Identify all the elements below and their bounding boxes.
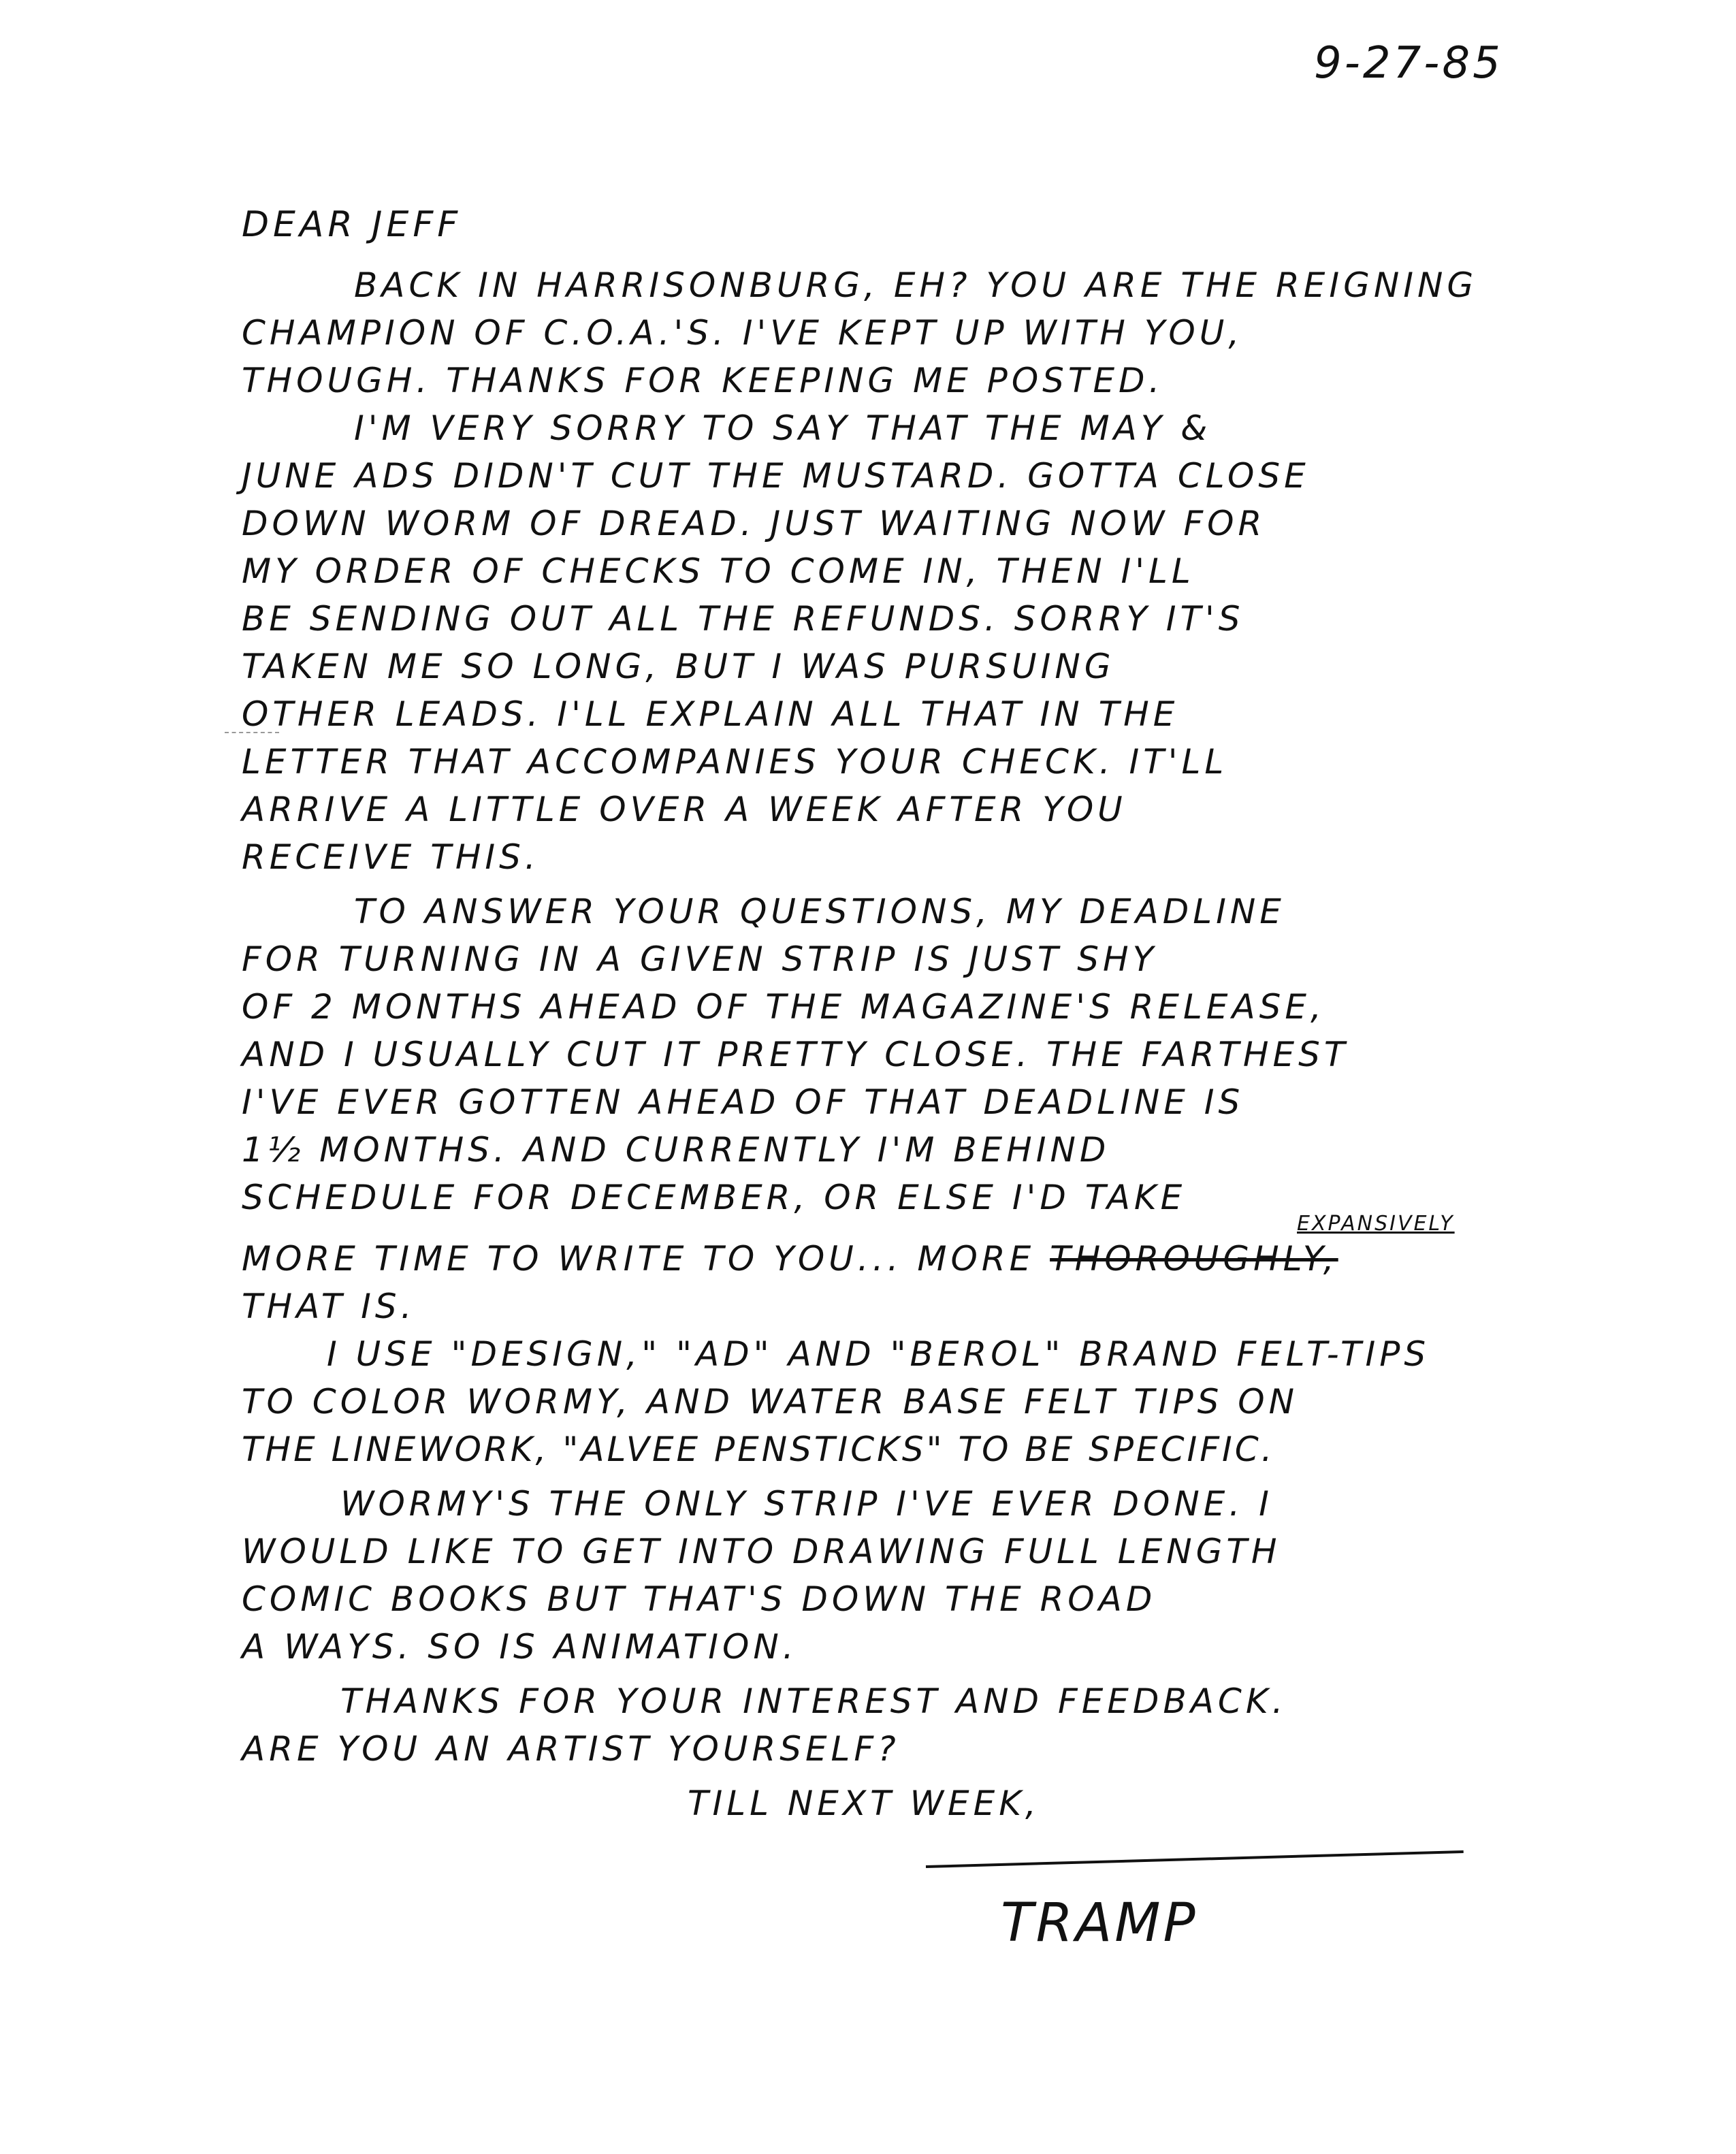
body-line: I USE "DESIGN," "AD" AND "BEROL" BRAND FELT-TIPS <box>327 1334 1430 1374</box>
body-line: THE LINEWORK, "ALVEE PENSTICKS" TO BE SPECIFIC. <box>242 1430 1275 1469</box>
struck-word: THOROUGHLY, <box>1050 1239 1338 1279</box>
closing: TILL NEXT WEEK, <box>688 1784 1040 1823</box>
body-line: DOWN WORM OF DREAD. JUST WAITING NOW FOR <box>242 504 1266 543</box>
body-line: OF 2 MONTHS AHEAD OF THE MAGAZINE'S RELEASE, <box>242 987 1325 1027</box>
body-line: JUNE ADS DIDN'T CUT THE MUSTARD. GOTTA CLOSE <box>242 456 1310 496</box>
body-line: SCHEDULE FOR DECEMBER, OR ELSE I'D TAKE <box>242 1178 1187 1217</box>
body-line: OTHER LEADS. I'LL EXPLAIN ALL THAT IN THE <box>242 694 1179 734</box>
body-line: WORMY'S THE ONLY STRIP I'VE EVER DONE. I <box>340 1484 1273 1524</box>
body-line <box>242 1239 1338 1279</box>
body-line: THAT IS. <box>242 1287 416 1326</box>
body-line: ARRIVE A LITTLE OVER A WEEK AFTER YOU <box>242 790 1127 829</box>
letter-date: 9-27-85 <box>1314 38 1503 89</box>
inserted-correction: EXPANSIVELY <box>1297 1212 1455 1236</box>
body-line: LETTER THAT ACCOMPANIES YOUR CHECK. IT'LL <box>242 742 1228 782</box>
body-line: ARE YOU AN ARTIST YOURSELF? <box>242 1729 900 1769</box>
body-line: THOUGH. THANKS FOR KEEPING ME POSTED. <box>242 361 1164 400</box>
body-line: I'VE EVER GOTTEN AHEAD OF THAT DEADLINE IS <box>242 1082 1244 1122</box>
body-line: BACK IN HARRISONBURG, EH? YOU ARE THE REIGNING <box>354 266 1478 305</box>
body-line: COMIC BOOKS BUT THAT'S DOWN THE ROAD <box>242 1579 1157 1619</box>
body-line: BE SENDING OUT ALL THE REFUNDS. SORRY IT'S <box>242 599 1244 639</box>
salutation: DEAR JEFF <box>242 204 462 245</box>
body-line: RECEIVE THIS. <box>242 837 540 877</box>
body-line: TO COLOR WORMY, AND WATER BASE FELT TIPS ON <box>242 1382 1299 1421</box>
body-line: WOULD LIKE TO GET INTO DRAWING FULL LENGTH <box>242 1532 1281 1571</box>
body-line: A WAYS. SO IS ANIMATION. <box>242 1627 798 1667</box>
signature: TRAMP <box>1001 1893 1198 1954</box>
body-line: I'M VERY SORRY TO SAY THAT THE MAY & <box>354 408 1212 448</box>
body-line: TO ANSWER YOUR QUESTIONS, MY DEADLINE <box>354 892 1285 931</box>
body-line: TAKEN ME SO LONG, BUT I WAS PURSUING <box>242 647 1115 686</box>
body-line-text: MORE TIME TO WRITE TO YOU... MORE <box>242 1239 1035 1279</box>
body-line: FOR TURNING IN A GIVEN STRIP IS JUST SHY <box>242 939 1158 979</box>
body-line: AND I USUALLY CUT IT PRETTY CLOSE. THE FARTHEST <box>242 1035 1349 1074</box>
body-line: 1½ MONTHS. AND CURRENTLY I'M BEHIND <box>242 1130 1110 1170</box>
body-line: MY ORDER OF CHECKS TO COME IN, THEN I'LL <box>242 551 1195 591</box>
body-line: CHAMPION OF C.O.A.'S. I'VE KEPT UP WITH YOU, <box>242 313 1244 353</box>
signature-rule <box>926 1850 1464 1868</box>
body-line: THANKS FOR YOUR INTEREST AND FEEDBACK. <box>340 1682 1287 1721</box>
